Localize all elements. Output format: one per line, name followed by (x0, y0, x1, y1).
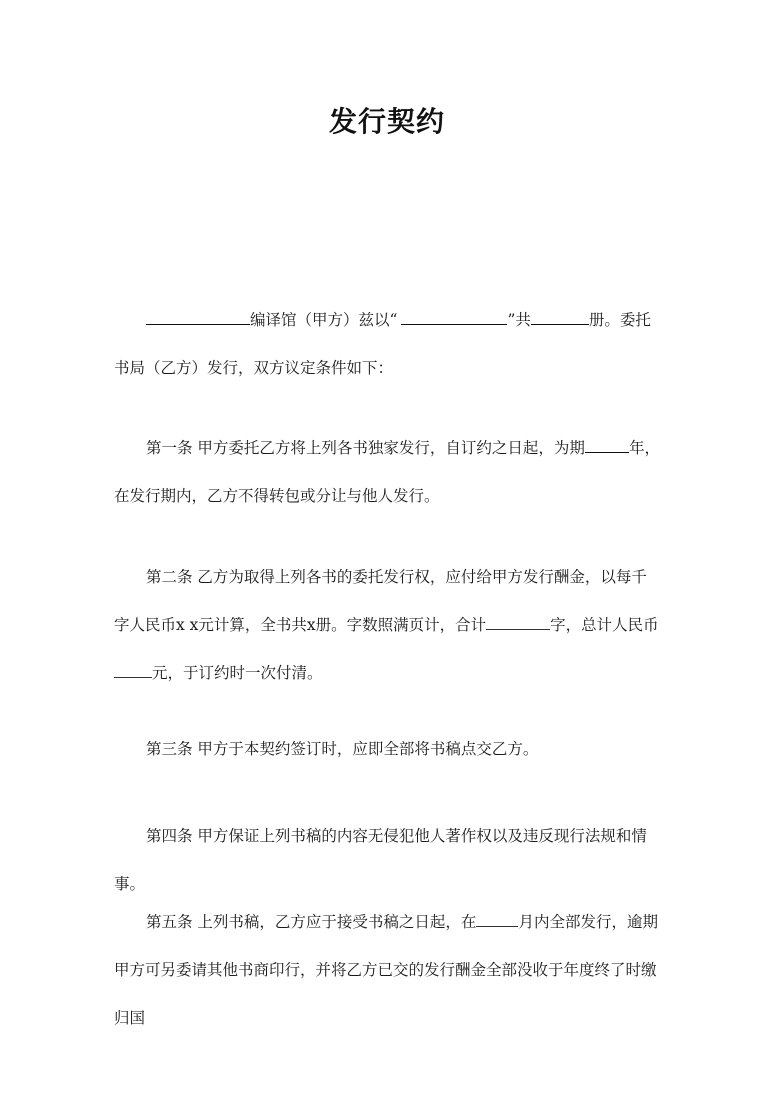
book-title-blank (401, 306, 507, 325)
article-2-text-2: 字，总计人民币 (550, 616, 659, 634)
article-2-text-3: 元，于订约时一次付清。 (152, 664, 323, 682)
months-blank (476, 908, 518, 927)
article-1-paragraph (114, 424, 662, 520)
article-3-text-1: 第三条 甲方于本契约签订时，应即全部将书稿点交乙方。 (146, 740, 539, 758)
article-1-text-2: 年，在发行期内，乙方不得转包或分让与他人发行。 (114, 439, 660, 505)
term-years-blank (585, 434, 629, 453)
publisher-name-blank (146, 306, 250, 325)
article-5-text-2: 月内全部发行，逾期甲方可另委请其他书商印行，并将乙方已交的发行酬金全部没收于年度终了时缴归国 (114, 913, 658, 1027)
volume-count-blank (531, 306, 589, 325)
word-count-blank (486, 611, 550, 630)
intro-text-1: 编译馆（甲方）兹以“ (250, 311, 398, 329)
article-4-text-1: 第四条 甲方保证上列书稿的内容无侵犯他人著作权以及违反现行法规和情事。 (114, 827, 647, 893)
total-amount-blank (114, 659, 152, 678)
intro-paragraph (114, 296, 662, 392)
article-3-paragraph (114, 725, 662, 773)
intro-text-2: ”共 (507, 311, 531, 329)
article-5-text-1: 第五条 上列书稿，乙方应于接受书稿之日起，在 (146, 913, 477, 931)
article-1-text-1: 第一条 甲方委托乙方将上列各书独家发行，自订约之日起，为期 (146, 439, 585, 457)
article-2-text-1: 第二条 乙方为取得上列各书的委托发行权，应付给甲方发行酬金，以每千字人民币x x元计算，全书共x册。字数照满页计，合计 (114, 568, 647, 634)
document-title: 发行契约 (328, 105, 445, 138)
article-5-paragraph (114, 898, 662, 1042)
article-4-paragraph (114, 812, 662, 908)
intro-text-3: 册。委托书局（乙方）发行，双方议定条件如下： (114, 311, 651, 377)
article-2-paragraph (114, 553, 662, 697)
